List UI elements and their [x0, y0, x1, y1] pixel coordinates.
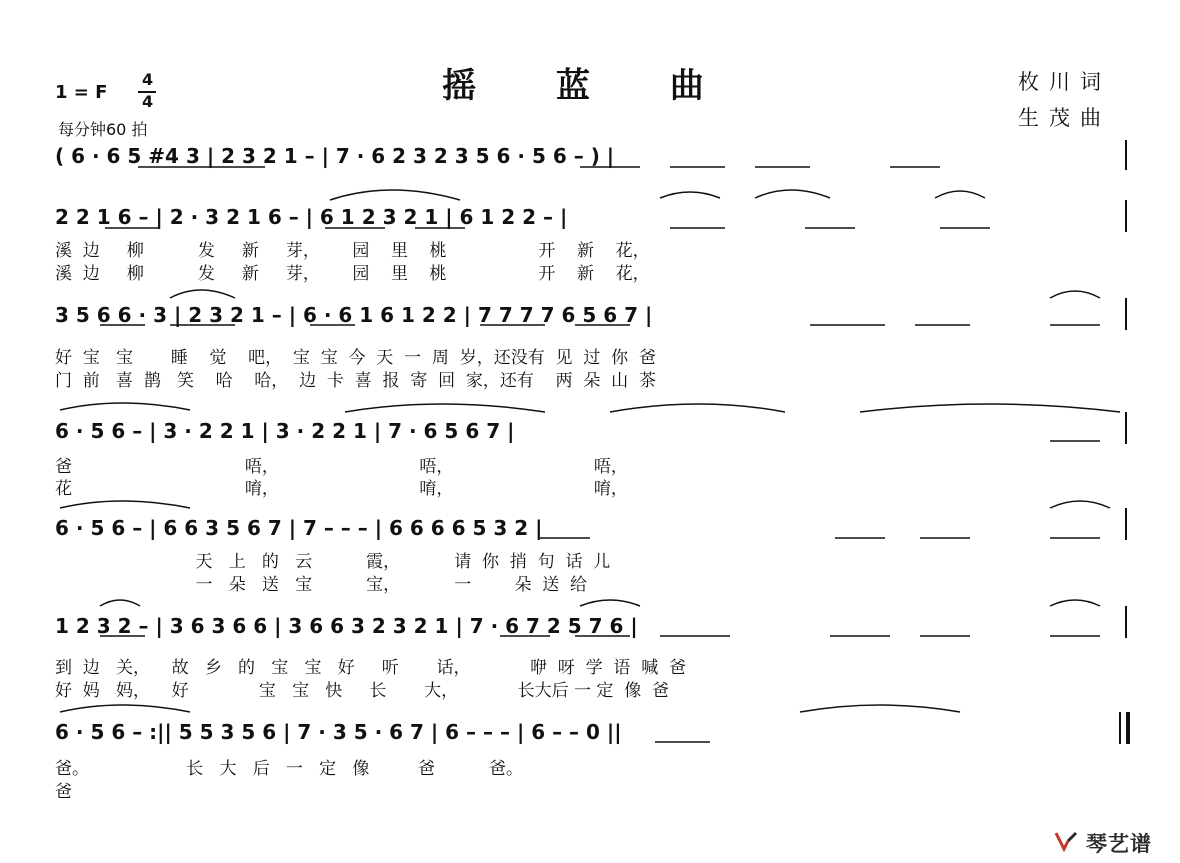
slur-marks	[60, 190, 1120, 712]
lyrics-line-7a: 爸。 长 大 后 一 定 像 爸 爸。	[55, 759, 523, 779]
music-line-1: ( 6 · 6 5 #4 3 | 2 3 2 1 – | 7 · 6 2 3 2 3 5 6 · 5 6 – ) |	[55, 144, 615, 168]
music-line-4: 6 · 5 6 – | 3 · 2 2 1 | 3 · 2 2 1 | 7 · 6 5 6 7 |	[55, 419, 515, 443]
lyrics-line-7b: 爸	[55, 782, 72, 802]
lyrics-line-3b: 门 前 喜 鹊 笑 哈 哈， 边 卡 喜 报 寄 回 家，还有 两 朵 山 茶	[55, 371, 656, 391]
tempo-marking: 每分钟60 拍	[58, 120, 148, 139]
page-title: 摇 蓝 曲	[442, 66, 738, 106]
time-signature-bottom: 4	[142, 92, 154, 111]
lyrics-line-5b: 一 朵 送 宝 宝， 一 朵 送 给	[55, 575, 588, 595]
music-line-7: 6 · 5 6 – :|| 5 5 3 5 6 | 7 · 3 5 · 6 7 | 6 – – – | 6 – – 0 ||	[55, 720, 622, 744]
watermark-text: 琴艺谱	[1086, 832, 1152, 856]
composer-credit: 生茂曲	[1018, 106, 1111, 130]
lyrics-line-6b: 好 妈 妈， 好 宝 宝 快 长 大， 长大后 一 定 像 爸	[55, 681, 670, 701]
lyrics-line-2b: 溪 边 柳 发 新 芽， 园 里 桃 开 新 花，	[55, 264, 650, 284]
barlines	[1120, 140, 1128, 744]
beam-lines	[100, 167, 1100, 742]
lyrics-line-2a: 溪 边 柳 发 新 芽， 园 里 桃 开 新 花，	[55, 241, 650, 261]
music-line-3: 3 5 6 6 · 3 | 2 3 2 1 – | 6 · 6 1 6 1 2 2 | 7 7 7 7 6 5 6 7 |	[55, 303, 653, 327]
time-signature-top: 4	[142, 70, 154, 89]
key-signature: 1 = F	[55, 82, 108, 103]
lyrics-line-3a: 好 宝 宝 睡 觉 吧， 宝 宝 今 天 一 周 岁，还没有 见 过 你 爸	[55, 348, 656, 368]
lyrics-line-6a: 到 边 关， 故 乡 的 宝 宝 好 听 话， 咿 呀 学 语 喊 爸	[55, 658, 687, 678]
music-line-6: 1 2 3 2 – | 3 6 3 6 6 | 3 6 6 3 2 3 2 1 | 7 · 6 7 2 5 7 6 |	[55, 614, 638, 638]
lyrics-line-4a: 爸 唔， 唔， 唔，	[55, 457, 628, 477]
music-logo-icon	[1054, 830, 1080, 856]
music-line-5: 6 · 5 6 – | 6 6 3 5 6 7 | 7 – – – | 6 6 6 6 5 3 2 |	[55, 516, 543, 540]
lyricist-credit: 枚川词	[1018, 70, 1111, 94]
lyrics-line-4b: 花 唷， 唷， 唷，	[55, 479, 628, 499]
watermark	[1054, 828, 1152, 858]
music-line-2: 2 2 1 6 – | 2 · 3 2 1 6 – | 6 1 2 3 2 1 | 6 1 2 2 – |	[55, 205, 568, 229]
lyrics-line-5a: 天 上 的 云 霞， 请 你 捎 句 话 儿	[55, 552, 611, 572]
